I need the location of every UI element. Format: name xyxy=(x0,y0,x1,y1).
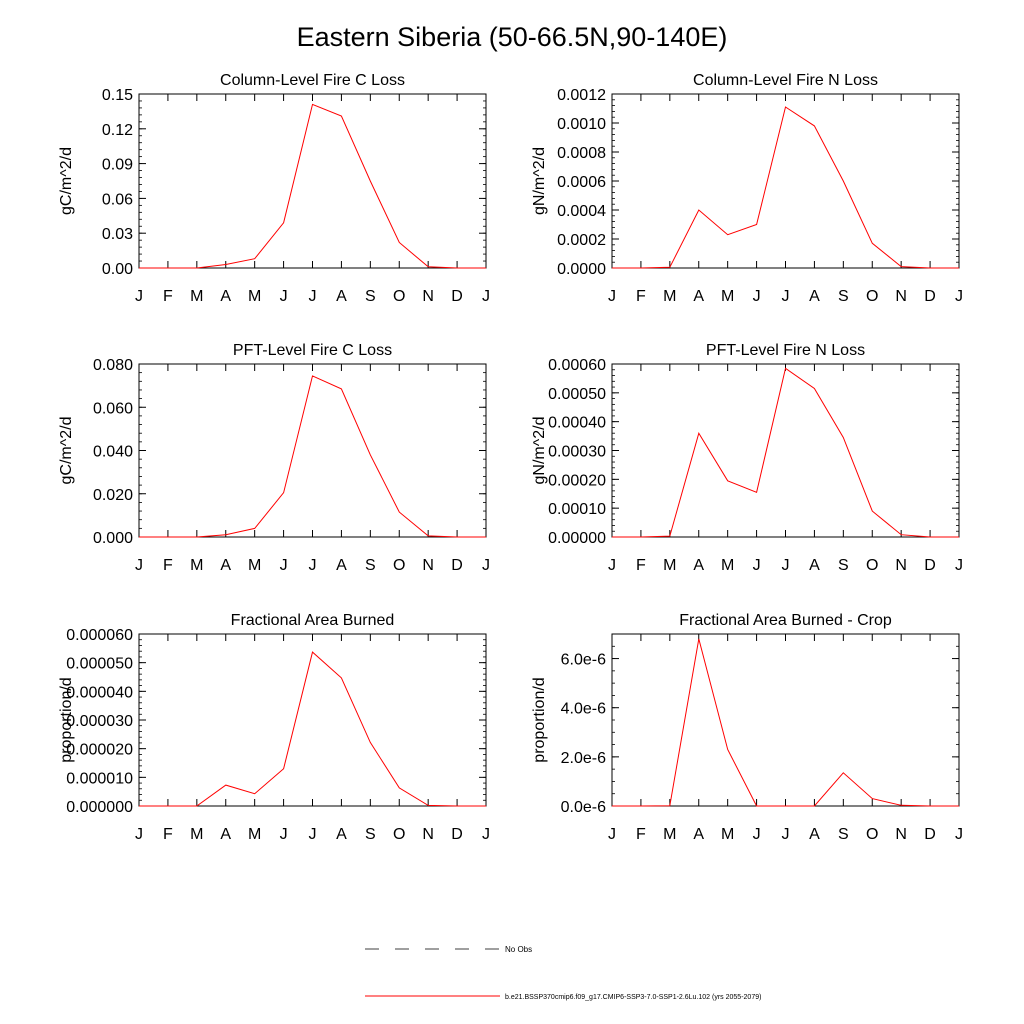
x-tick-label: A xyxy=(220,826,232,843)
x-tick-label: F xyxy=(163,288,173,305)
y-tick-label: 0.000040 xyxy=(66,684,133,702)
x-tick-label: N xyxy=(895,557,907,574)
chart-panel-3 xyxy=(58,342,490,574)
chart-panel-5 xyxy=(58,612,490,843)
series-line xyxy=(139,652,486,806)
x-tick-label: M xyxy=(190,826,204,843)
series-line xyxy=(612,639,959,806)
y-tick-label: 4.0e-6 xyxy=(560,700,606,718)
chart-panel-4 xyxy=(531,342,963,574)
x-tick-label: D xyxy=(451,826,463,843)
x-tick-label: J xyxy=(781,557,790,574)
y-tick-label: 0.00040 xyxy=(548,414,606,432)
x-tick-label: N xyxy=(422,288,434,305)
x-tick-label: D xyxy=(924,826,936,843)
x-tick-label: M xyxy=(248,288,262,305)
x-tick-label: J xyxy=(308,288,317,305)
x-tick-label: S xyxy=(837,826,849,843)
x-tick-label: N xyxy=(422,826,434,843)
y-tick-label: 0.00060 xyxy=(548,357,606,374)
plot-frame xyxy=(139,634,486,806)
x-tick-label: F xyxy=(163,557,173,574)
series-line xyxy=(612,368,959,537)
y-tick-label: 0.000010 xyxy=(66,770,133,788)
series-line xyxy=(612,107,959,268)
x-tick-label: N xyxy=(895,288,907,305)
chart-title: PFT-Level Fire C Loss xyxy=(232,342,393,359)
y-tick-label: 0.06 xyxy=(101,191,133,209)
x-tick-label: O xyxy=(393,826,406,843)
x-tick-label: J xyxy=(752,826,761,843)
series-line xyxy=(139,376,486,537)
x-tick-label: A xyxy=(336,557,347,574)
y-tick-label: 0.040 xyxy=(92,443,133,461)
x-tick-label: F xyxy=(636,557,646,574)
plot-frame xyxy=(139,94,486,268)
y-axis-label: gC/m^2/d xyxy=(58,147,75,215)
x-tick-label: M xyxy=(721,826,735,843)
x-tick-label: A xyxy=(336,288,347,305)
plot-frame xyxy=(612,634,959,806)
legend xyxy=(365,945,761,1001)
x-tick-label: N xyxy=(422,557,434,574)
x-tick-label: M xyxy=(190,288,204,305)
x-tick-label: J xyxy=(608,557,616,574)
x-tick-label: J xyxy=(135,288,143,305)
x-tick-label: A xyxy=(220,288,232,305)
x-tick-label: A xyxy=(809,288,820,305)
chart-title: Column-Level Fire C Loss xyxy=(220,72,405,89)
y-tick-label: 0.020 xyxy=(92,486,133,504)
x-tick-label: F xyxy=(163,826,173,843)
x-tick-label: J xyxy=(308,826,317,843)
y-axis-label: gC/m^2/d xyxy=(58,416,75,485)
y-tick-label: 0.15 xyxy=(101,87,133,104)
x-tick-label: M xyxy=(663,557,677,574)
x-tick-label: S xyxy=(837,288,849,305)
y-tick-label: 0.00020 xyxy=(548,472,606,490)
y-tick-label: 0.00010 xyxy=(548,501,606,519)
chart-panel-6 xyxy=(531,612,963,843)
x-tick-label: A xyxy=(809,557,820,574)
legend-model-label: b.e21.BSSP370cmip6.f09_g17.CMIP6-SSP3-7.0-SSP1-2.6Lu.102 (yrs 2055-2079) xyxy=(505,994,762,1001)
x-tick-label: N xyxy=(895,826,907,843)
x-tick-label: A xyxy=(693,557,705,574)
y-tick-label: 0.00030 xyxy=(548,443,606,461)
y-tick-label: 0.0012 xyxy=(557,87,606,104)
chart-title: Column-Level Fire N Loss xyxy=(693,72,878,89)
x-tick-label: O xyxy=(866,557,879,574)
y-tick-label: 0.000020 xyxy=(66,741,133,759)
y-tick-label: 0.000 xyxy=(92,530,133,547)
x-tick-label: A xyxy=(809,826,820,843)
x-tick-label: A xyxy=(336,826,347,843)
x-tick-label: D xyxy=(924,557,936,574)
x-tick-label: J xyxy=(482,288,490,305)
y-tick-label: 0.0004 xyxy=(557,203,606,220)
x-tick-label: S xyxy=(364,826,376,843)
x-tick-label: F xyxy=(636,288,646,305)
x-tick-label: M xyxy=(663,826,677,843)
x-tick-label: J xyxy=(955,288,963,305)
page-title: Eastern Siberia (50-66.5N,90-140E) xyxy=(296,22,728,52)
y-tick-label: 0.000000 xyxy=(66,799,133,816)
x-tick-label: J xyxy=(955,826,963,843)
x-tick-label: M xyxy=(721,288,735,305)
y-tick-label: 0.0010 xyxy=(557,116,606,133)
series-line xyxy=(139,104,486,268)
x-tick-label: J xyxy=(279,288,288,305)
legend-obs-label: No Obs xyxy=(505,945,533,954)
x-tick-label: O xyxy=(393,288,406,305)
plot-frame xyxy=(612,364,959,537)
x-tick-label: S xyxy=(364,288,376,305)
y-tick-label: 0.0006 xyxy=(557,174,606,191)
x-tick-label: A xyxy=(693,288,705,305)
y-tick-label: 0.00000 xyxy=(548,530,606,547)
plot-frame xyxy=(139,364,486,537)
x-tick-label: M xyxy=(248,826,262,843)
y-tick-label: 0.0002 xyxy=(557,232,606,249)
y-tick-label: 6.0e-6 xyxy=(560,651,606,669)
y-tick-label: 0.12 xyxy=(101,121,133,139)
x-tick-label: S xyxy=(364,557,376,574)
x-tick-label: J xyxy=(608,288,616,305)
x-tick-label: A xyxy=(220,557,232,574)
x-tick-label: F xyxy=(636,826,646,843)
x-tick-label: D xyxy=(451,557,463,574)
x-tick-label: D xyxy=(451,288,463,305)
y-tick-label: 0.0e-6 xyxy=(560,799,606,816)
y-tick-label: 0.000060 xyxy=(66,627,133,644)
y-tick-label: 2.0e-6 xyxy=(560,749,606,767)
x-tick-label: J xyxy=(279,826,288,843)
y-axis-label: gN/m^2/d xyxy=(531,147,548,215)
x-tick-label: J xyxy=(955,557,963,574)
y-tick-label: 0.000050 xyxy=(66,655,133,673)
x-tick-label: J xyxy=(308,557,317,574)
y-tick-label: 0.060 xyxy=(92,400,133,418)
x-tick-label: J xyxy=(608,826,616,843)
x-tick-label: D xyxy=(924,288,936,305)
y-tick-label: 0.000030 xyxy=(66,713,133,730)
x-tick-label: J xyxy=(781,826,790,843)
chart-title: Fractional Area Burned xyxy=(230,612,395,629)
x-tick-label: J xyxy=(752,288,761,305)
y-tick-label: 0.09 xyxy=(101,156,133,174)
x-tick-label: J xyxy=(135,826,143,843)
y-axis-label: proportion/d xyxy=(531,677,548,763)
y-tick-label: 0.03 xyxy=(101,226,133,244)
x-tick-label: O xyxy=(393,557,406,574)
y-tick-label: 0.00050 xyxy=(548,385,606,403)
y-axis-label: proportion/d xyxy=(58,677,75,763)
plot-frame xyxy=(612,94,959,268)
x-tick-label: O xyxy=(866,826,879,843)
chart-panel-1 xyxy=(58,72,490,305)
x-tick-label: J xyxy=(781,288,790,305)
y-tick-label: 0.080 xyxy=(92,357,133,374)
y-tick-label: 0.0000 xyxy=(557,261,606,278)
x-tick-label: J xyxy=(752,557,761,574)
y-tick-label: 0.0008 xyxy=(557,145,606,162)
x-tick-label: A xyxy=(693,826,705,843)
x-tick-label: M xyxy=(721,557,735,574)
x-tick-label: J xyxy=(482,826,490,843)
x-tick-label: M xyxy=(248,557,262,574)
x-tick-label: J xyxy=(279,557,288,574)
y-axis-label: gN/m^2/d xyxy=(531,416,548,485)
chart-title: PFT-Level Fire N Loss xyxy=(705,342,866,359)
x-tick-label: J xyxy=(135,557,143,574)
x-tick-label: J xyxy=(482,557,490,574)
chart-title: Fractional Area Burned - Crop xyxy=(679,612,892,629)
x-tick-label: M xyxy=(190,557,204,574)
x-tick-label: M xyxy=(663,288,677,305)
x-tick-label: S xyxy=(837,557,849,574)
chart-panel-2 xyxy=(531,72,963,305)
y-tick-label: 0.00 xyxy=(101,261,133,278)
x-tick-label: O xyxy=(866,288,879,305)
